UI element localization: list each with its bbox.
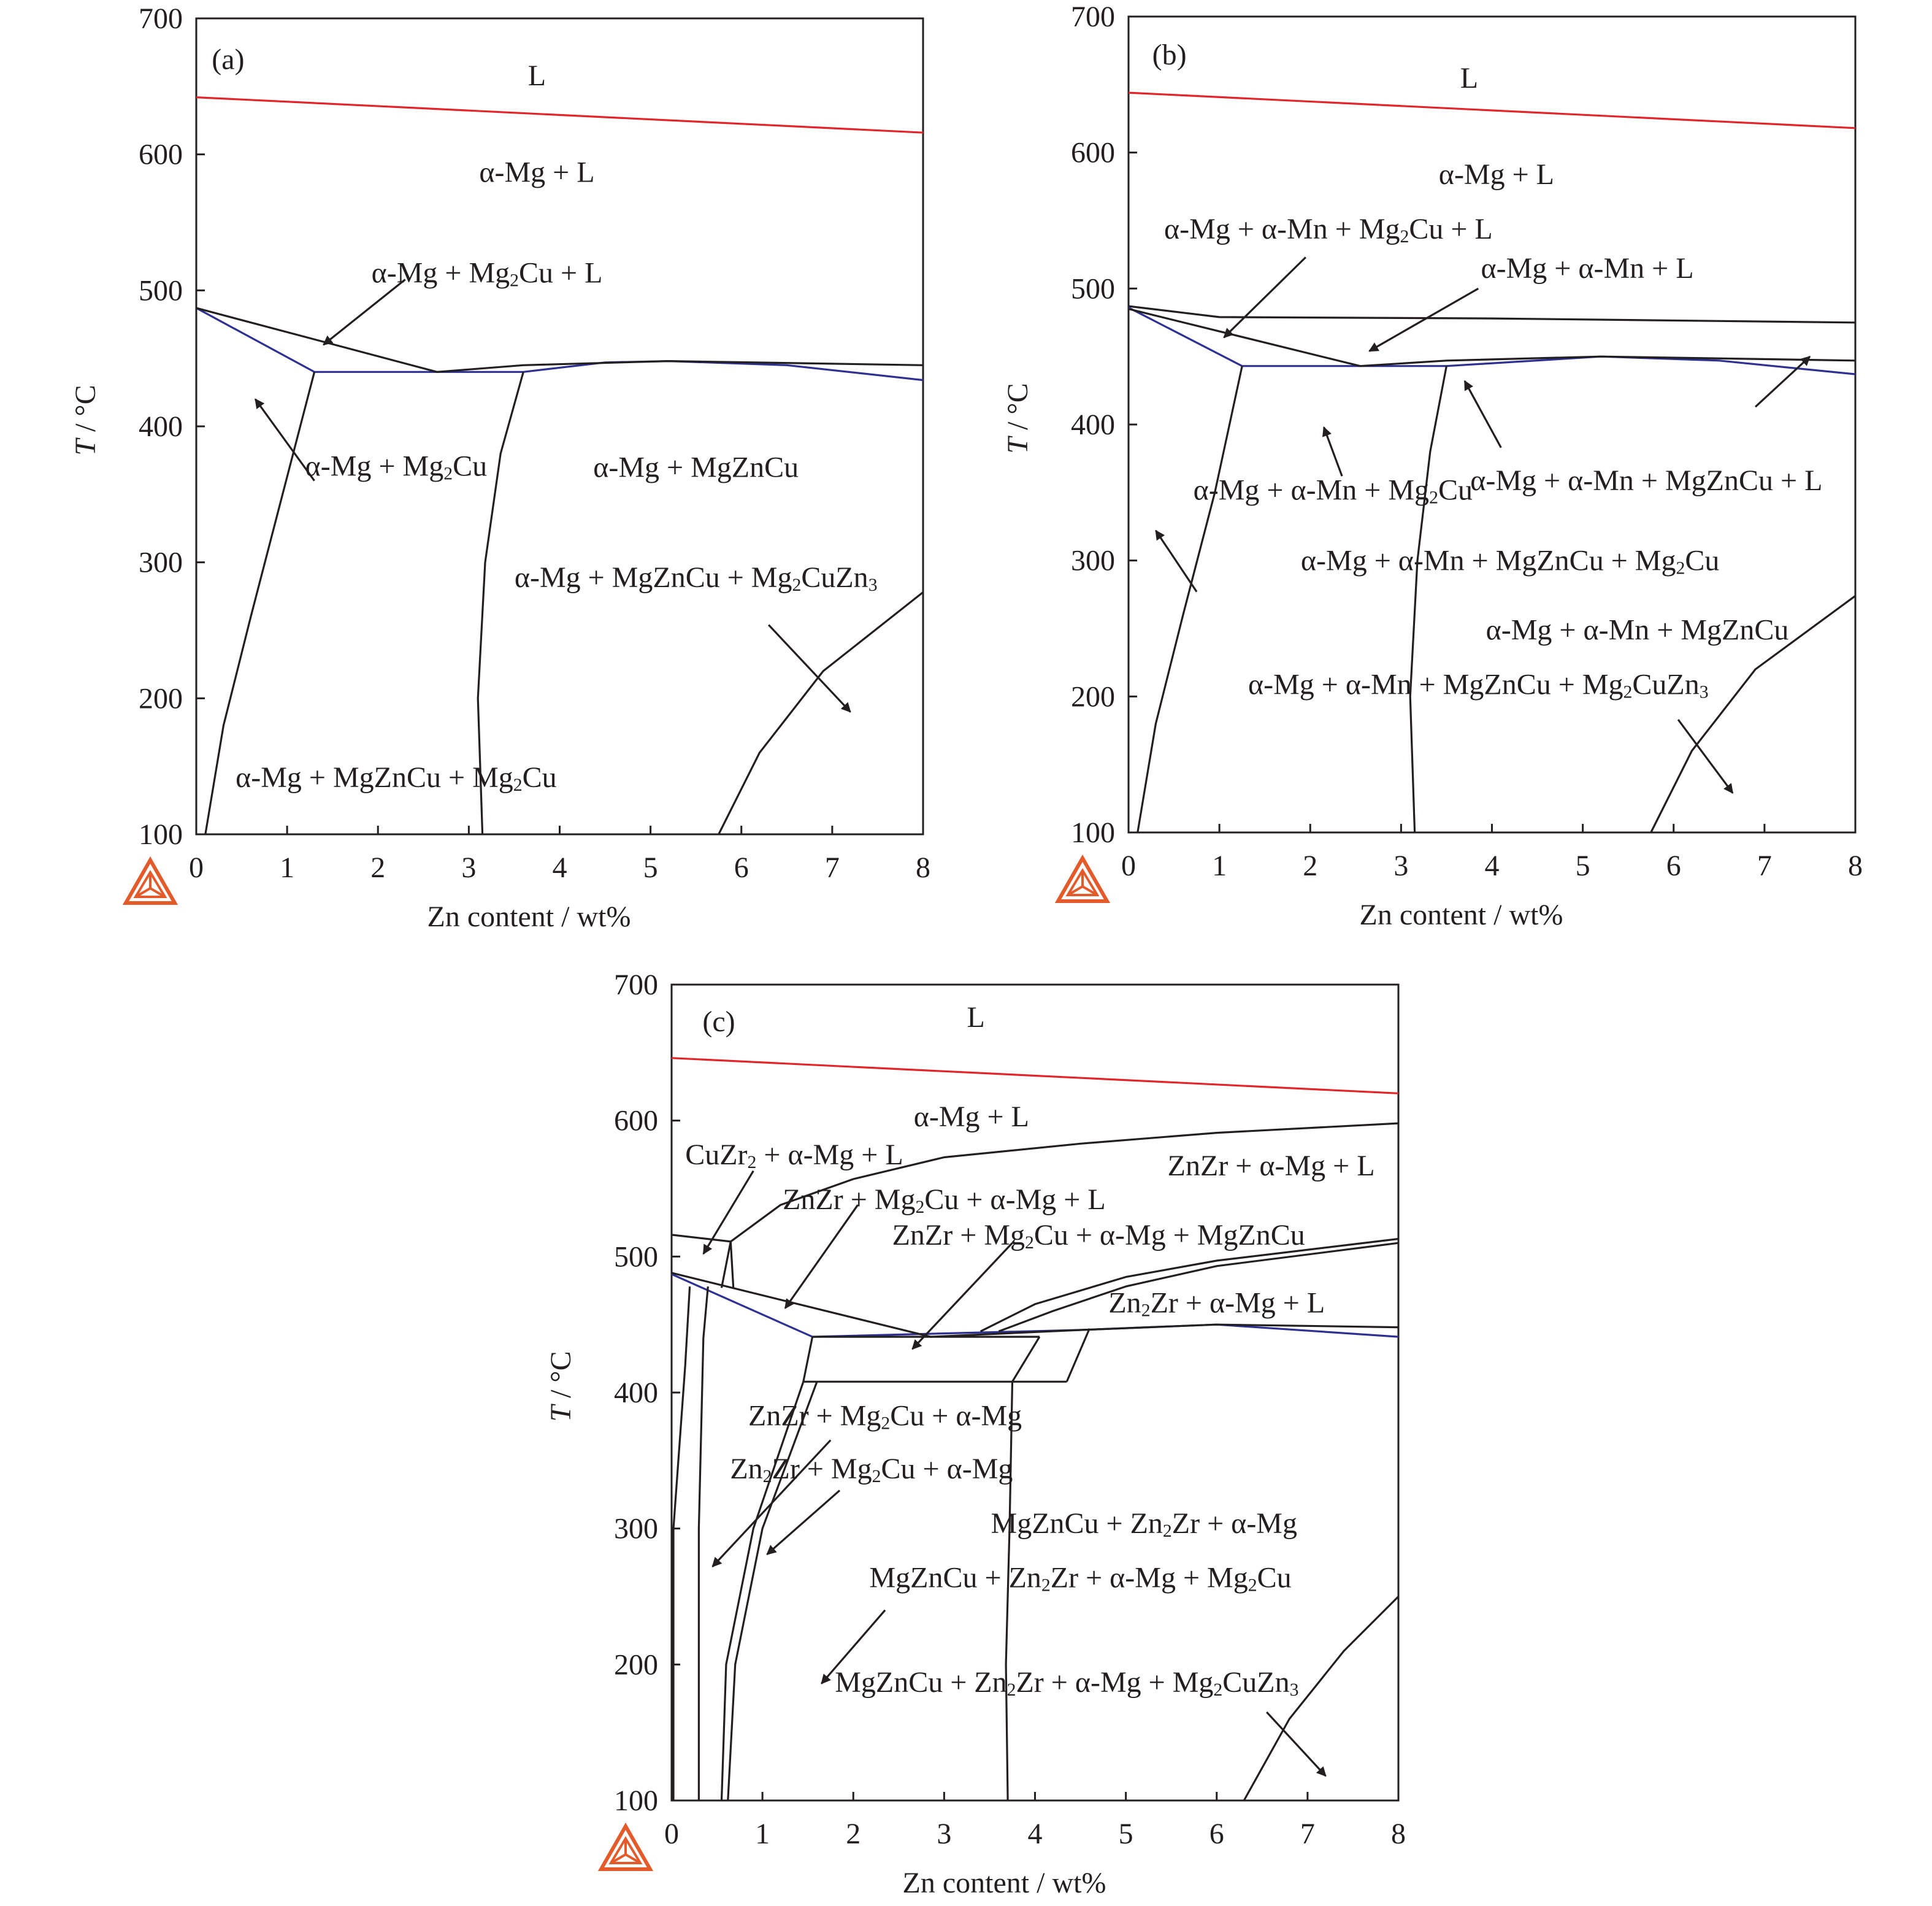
y-axis-symbol: T [1002,437,1034,454]
x-tick-label: 8 [1391,1818,1406,1850]
region-label-part: 2 [1024,1232,1034,1253]
region-label-part: Zr + α-Mg + L [1150,1286,1325,1320]
series-line-boundary [673,1286,690,1800]
region-label-part: Cu [1438,474,1473,507]
plot-frame [196,18,923,834]
x-tick-label: 7 [1300,1818,1315,1850]
region-label: L [527,60,546,93]
series-line-boundary [1129,306,1855,323]
series-line-boundary [722,1381,803,1800]
region-label [991,1507,1297,1541]
region-label-part: MgZnCu + Zn [869,1561,1041,1594]
series-line-boundary [1067,1329,1089,1382]
annotation-arrow [1465,381,1501,448]
region-label [870,1561,1292,1595]
region-label [372,257,603,291]
y-tick-label: 300 [139,546,183,579]
region-label: ZnZr + α-Mg + L [1167,1149,1375,1182]
region-label-part: Zr + α-Mg + Mg [1016,1666,1214,1699]
y-tick-label: 300 [614,1512,658,1545]
region-label-part: MgZnCu + Zn [835,1666,1007,1699]
y-tick-label: 100 [614,1785,658,1817]
region-label [305,450,487,483]
region-label: (b) [1152,39,1187,72]
x-tick-label: 6 [1666,850,1681,882]
region-label-part: CuZn [1222,1666,1290,1699]
region-label: α-Mg + MgZnCu [593,451,799,484]
x-tick-label: 6 [734,851,749,884]
region-label-part: 2 [1429,487,1438,508]
region-label-part: Zn [1108,1286,1141,1320]
region-label-part: CuZn [801,561,868,594]
series-line-liquidus [1129,93,1855,128]
region-label-part: Cu + L [519,256,603,290]
region-label-part: 2 [1141,1300,1151,1321]
x-tick-label: 3 [1393,850,1409,882]
region-label: α-Mg + α-Mn + MgZnCu [1485,613,1789,647]
x-tick-label: 5 [1575,850,1590,882]
region-label [1301,545,1719,578]
y-axis-unit: / °C [1002,383,1034,437]
y-tick-label: 600 [1071,136,1115,169]
region-label-part: 3 [868,575,878,596]
x-tick-label: 1 [1212,850,1227,882]
region-label-part: Cu [1257,1561,1292,1594]
series-line-boundary [1410,366,1446,832]
region-label-part: α-Mg + α-Mn + MgZnCu + Mg [1248,668,1623,701]
series-line-boundary [730,1242,733,1288]
y-tick-label: 600 [139,138,183,171]
region-label [515,561,878,595]
triangle-logo [1058,858,1107,901]
x-tick-label: 2 [1303,850,1318,882]
panel-b [1002,1,1863,931]
region-label: L [1460,61,1479,94]
x-axis-label: Zn content / wt% [1359,899,1563,931]
x-tick-label: 4 [552,851,567,884]
region-label-part: Cu [522,761,557,794]
region-label-part: Cu [1685,544,1720,577]
y-axis-label [545,1351,577,1421]
region-label-part: 2 [1400,226,1409,247]
region-label: α-Mg + L [479,156,595,189]
panel-a [69,2,930,933]
region-label-part: 2 [915,1197,925,1218]
x-tick-label: 7 [824,851,840,884]
series-line-boundary [1138,366,1242,832]
region-label-part: Cu + L [1409,212,1493,245]
y-tick-label: 100 [139,818,183,851]
x-tick-label: 0 [664,1818,679,1850]
region-label [892,1219,1305,1253]
y-axis-symbol: T [545,1405,577,1422]
triangle-logo [126,860,175,903]
triangle-logo [601,1826,650,1869]
region-label: L [967,1001,985,1034]
series-line-boundary [1013,1337,1040,1381]
region-label-part: 2 [747,1152,757,1173]
x-tick-label: 5 [1118,1818,1133,1850]
annotation-arrow [767,1491,840,1554]
region-label-part: Cu + α-Mg + MgZnCu [1033,1218,1305,1251]
x-tick-label: 3 [937,1818,952,1850]
plot-frame [1129,17,1855,832]
annotation-arrow [1156,531,1197,592]
region-label [236,761,557,795]
y-tick-label: 700 [139,2,183,35]
region-label-part: + α-Mg + L [756,1139,903,1172]
y-axis-unit: / °C [69,385,102,439]
series-line-boundary [722,1242,731,1288]
region-label-part: α-Mg + α-Mn + Mg [1164,212,1400,245]
y-tick-label: 500 [1071,272,1115,305]
y-tick-label: 200 [1071,680,1115,713]
region-label [685,1139,903,1172]
x-tick-label: 3 [461,851,477,884]
region-label: (c) [702,1005,735,1038]
region-label-part: 2 [1213,1680,1223,1700]
region-label-part: α-Mg + MgZnCu + Mg [236,761,513,794]
y-tick-label: 100 [1071,817,1115,849]
x-tick-label: 4 [1027,1818,1043,1850]
x-axis-label: Zn content / wt% [902,1867,1106,1899]
region-label-part: 2 [881,1413,891,1434]
region-label [1108,1287,1325,1321]
x-tick-label: 5 [643,851,658,884]
y-tick-label: 400 [139,410,183,443]
region-label-part: Zr + α-Mg + Mg [1050,1561,1248,1594]
region-label-part: 3 [1699,682,1709,702]
region-label-part: Zr + Mg [772,1453,872,1486]
annotation-arrow [769,625,850,712]
x-tick-label: 2 [370,851,386,884]
x-axis-label: Zn content / wt% [427,901,631,933]
region-label-part: MgZnCu + Zn [991,1507,1163,1540]
x-tick-label: 6 [1209,1818,1224,1850]
region-label-part: 2 [1006,1680,1016,1700]
region-label-part: 2 [1162,1520,1172,1541]
region-label [835,1666,1298,1700]
annotation-arrow [785,1205,858,1308]
region-label-part: α-Mg + Mg [305,450,444,483]
y-tick-label: 500 [614,1240,658,1274]
annotation-arrow [1370,288,1479,351]
region-label [1194,474,1473,507]
x-tick-label: 8 [1848,850,1863,882]
y-tick-label: 700 [614,969,658,1001]
region-label [748,1400,1022,1434]
region-label: α-Mg + L [1438,158,1555,191]
x-tick-label: 8 [916,851,930,884]
series-line-boundary [196,308,923,372]
region-label: (a) [212,43,245,76]
x-tick-label: 0 [1121,850,1136,882]
region-label-part: α-Mg + Mg [371,256,510,290]
region-label-part: ZnZr + Mg [783,1183,916,1216]
region-label [783,1183,1106,1217]
annotation-arrow [1224,257,1306,337]
region-label [1164,213,1493,247]
region-label-part: CuZn [1632,668,1700,701]
region-label-part: 2 [1041,1575,1051,1596]
y-axis-symbol: T [69,439,102,456]
x-tick-label: 1 [280,851,295,884]
region-label-part: ZnZr + Mg [748,1399,881,1432]
y-tick-label: 700 [1071,1,1115,33]
series-line-boundary [699,1286,708,1800]
region-label-part: Zr + α-Mg [1171,1507,1297,1540]
x-tick-label: 0 [189,851,204,884]
panel-c [545,969,1406,1899]
region-label-part: ZnZr + Mg [892,1218,1025,1251]
region-label: α-Mg + α-Mn + L [1481,252,1694,285]
region-label-part: 2 [1676,558,1685,578]
region-label [730,1453,1013,1486]
y-tick-label: 200 [614,1648,658,1681]
annotation-arrow [1678,720,1733,793]
y-tick-label: 200 [139,682,183,715]
series-line-solidus [196,308,923,380]
y-axis-label [1002,383,1034,453]
x-tick-label: 1 [755,1818,770,1850]
region-label-part: 2 [510,270,519,291]
y-tick-label: 400 [1071,409,1115,441]
region-label-part: 2 [443,463,453,484]
y-tick-label: 600 [614,1104,658,1137]
region-label-part: 2 [1623,682,1633,702]
series-line-boundary [672,1235,730,1242]
region-label-part: CuZr [685,1139,748,1172]
y-tick-label: 300 [1071,544,1115,577]
region-label-part: 3 [1289,1680,1299,1700]
region-label-part: 2 [872,1466,881,1487]
y-axis-unit: / °C [545,1351,577,1405]
region-label: α-Mg + α-Mn + MgZnCu + L [1470,464,1823,497]
x-tick-label: 2 [846,1818,861,1850]
x-tick-label: 4 [1484,850,1500,882]
region-label-part: Cu + α-Mg [881,1453,1013,1486]
region-label-part: Cu [453,450,488,483]
region-label-part: 2 [1248,1575,1257,1596]
region-label-part: α-Mg + α-Mn + MgZnCu + Mg [1300,544,1676,577]
region-label-part: 2 [792,575,802,596]
region-label-part: 2 [513,774,523,795]
region-label-part: α-Mg + α-Mn + Mg [1193,474,1430,507]
region-label-part: Zn [730,1453,763,1486]
y-tick-label: 500 [139,274,183,307]
region-label-part: Cu + α-Mg + L [924,1183,1106,1216]
region-label [1248,668,1709,702]
y-axis-label [69,385,102,455]
region-label-part: α-Mg + MgZnCu + Mg [514,561,792,594]
region-label-part: 2 [762,1466,772,1487]
series-line-liquidus [196,98,923,133]
annotation-arrow [323,280,405,345]
region-label-part: Cu + α-Mg [890,1399,1022,1432]
region-label: α-Mg + L [913,1101,1029,1134]
series-line-liquidus [672,1058,1398,1094]
series-line-boundary [719,592,923,834]
y-tick-label: 400 [614,1377,658,1409]
series-line-boundary [803,1337,813,1381]
x-tick-label: 7 [1757,850,1772,882]
annotation-arrow [1324,427,1342,476]
